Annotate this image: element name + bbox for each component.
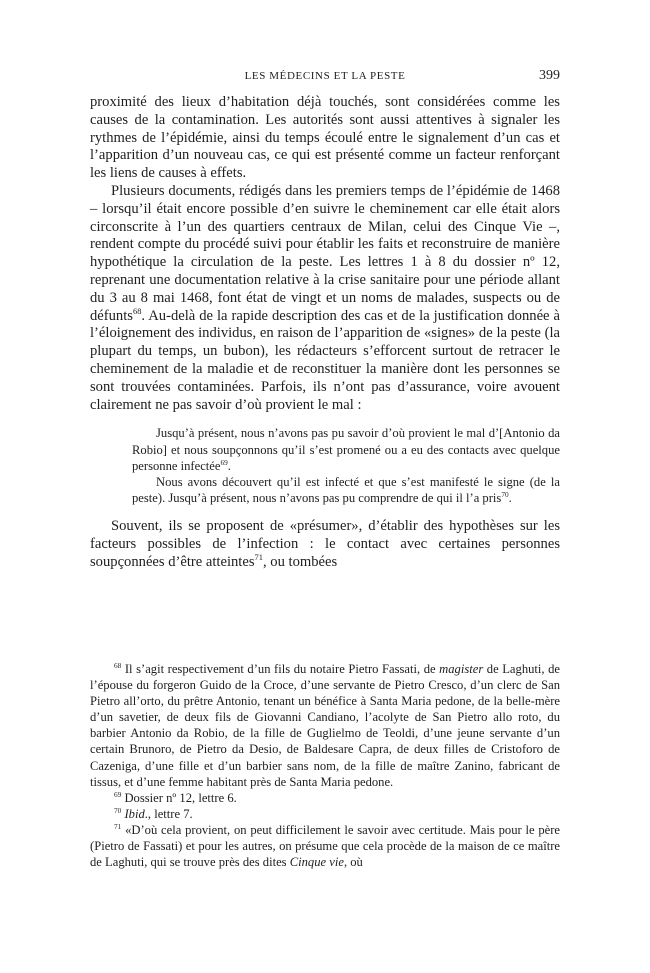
quote-2-text: Nous avons découvert qu’il est infecté et que s’est manifesté le signe (de la peste). Jusqu’à présent, nous n’avons pas pu comprendre de qui il l’a pris: [132, 474, 560, 506]
footnote-68-italic: magister: [439, 662, 484, 676]
paragraph-3-text-a: Souvent, ils se proposent de «présumer», d’établir des hypothèses sur les facteurs possibles de l’infection : le contact avec certaines personnes soupçonnées d’être atteintes: [90, 518, 560, 570]
footnote-71-text-b: , où: [343, 855, 363, 870]
paragraph-2: [90, 183, 560, 414]
footnote-69: [90, 790, 560, 806]
footnote-68-text-b: de Laghuti, de l’épouse du forgeron Guido de la Croce, d’une servante de Pietro Cresco, d’un clerc de San Pietro all’orto, du prêtre Antonio, tenant un bénéfice à Santa Maria pedone, de la belle-mère d’un savetier, de deux fils de Giovanni Candiano, l’acolyte de San Pietro allo roto, du barbier Antonio da Robio, de la fille de Guglielmo de Teoldi, d’une jeune servante d’un certain Brunoro, de Pietro da Desio, de Baldesare Capra, de deux filles de Cristoforo de Cazeniga, d’une fille et d’un barbier sans nom, de la fille de maître Zanino, fabricant de tissus, et d’une femme habitant près de Santa Maria pedone.: [90, 662, 560, 789]
footnote-70-italic: Ibid: [124, 806, 145, 821]
running-head: [90, 66, 560, 86]
footnote-69-text: Dossier nº 12, lettre 6.: [124, 790, 237, 805]
quote-1-end: .: [227, 458, 231, 473]
footnote-71-number: 71: [114, 821, 122, 831]
paragraph-1-text: proximité des lieux d’habitation déjà touchés, sont considérées comme les causes de la contamination. Les autorités sont aussi attentives à signaler les rythmes de l’épidémie, ainsi du temps écoulé entre le signalement d’un cas et l’apparition d’un nouveau cas, ce qui est présenté comme un facteur renforçant les liens de causes à effets.: [90, 94, 560, 182]
main-text: [90, 94, 560, 572]
footnote-69-number: 69: [114, 789, 122, 799]
footnote-68: [90, 661, 560, 790]
footnote-68-number: 68: [114, 660, 122, 670]
footnote-70: [90, 806, 560, 822]
footnote-68-text-a: Il s’agit respectivement d’un fils du notaire Pietro Fassati, de: [124, 662, 436, 676]
quote-2-end: .: [508, 491, 512, 506]
footnote-ref-69[interactable]: 69: [220, 457, 228, 467]
footnote-70-text: ., lettre 7.: [144, 806, 193, 821]
block-quote: [132, 425, 560, 506]
footnote-70-number: 70: [114, 805, 122, 815]
page-number: 399: [539, 68, 560, 83]
paragraph-3-text-b: , ou tombées: [262, 553, 338, 570]
footnote-ref-68[interactable]: 68: [132, 305, 142, 316]
footnote-71-text-a: «D’où cela provient, on peut difficilement le savoir avec certitude. Mais pour le père (Pietro de Fassati) et pour les autres, on présume que cela procède de la maison de ce maître de Laghuti, qui se trouve près des dites: [90, 822, 560, 870]
footnote-71-italic: Cinque vie: [289, 855, 344, 870]
footnote-71: [90, 822, 560, 870]
running-head-title: LES MÉDECINS ET LA PESTE: [244, 70, 406, 82]
footnote-ref-71[interactable]: 71: [254, 552, 263, 563]
footnotes: [90, 661, 560, 870]
quote-1: [132, 425, 560, 474]
quote-1-text: Jusqu’à présent, nous n’avons pas pu savoir d’où provient le mal d’[Antonio da Robio] et nous soupçonnons qu’il s’est promené ou a eu des contacts avec quelque personne infectée: [132, 426, 560, 473]
paragraph-2-text-a: Plusieurs documents, rédigés dans les premiers temps de l’épidémie de 1468 – lorsqu’il était encore possible d’en suivre le cheminement car elle était alors circonscrite à l’un des quartiers centraux de Milan, celui des Cinque Vie –, rendent compte du procédé suivi pour établir les faits et reconstruire de manière hypothétique la circulation de la peste. Les lettres 1 à 8 du dossier nº 12, reprenant une documentation relative à la crise sanitaire pour une période allant du 3 au 8 mai 1468, font état de vingt et un noms de malades, suspects ou de défunts: [90, 182, 560, 324]
paragraph-2-text-b: . Au-delà de la rapide description des cas et de la justification donnée à l’éloignement des individus, en raison de l’apparition de «signes» de la peste (la plupart du temps, un bubon), les rédacteurs s’efforcent surtout de retracer le cheminement de la maladie et de reconstituer la manière dont les personnes se sont trouvées contaminées. Parfois, ils n’ont pas d’assurance, voire avouent clairement ne pas savoir d’où provient le mal :: [90, 307, 560, 413]
footnote-ref-70[interactable]: 70: [501, 489, 509, 499]
quote-2: [132, 474, 560, 506]
paragraph-3: [90, 518, 560, 571]
paragraph-1: [90, 94, 560, 183]
